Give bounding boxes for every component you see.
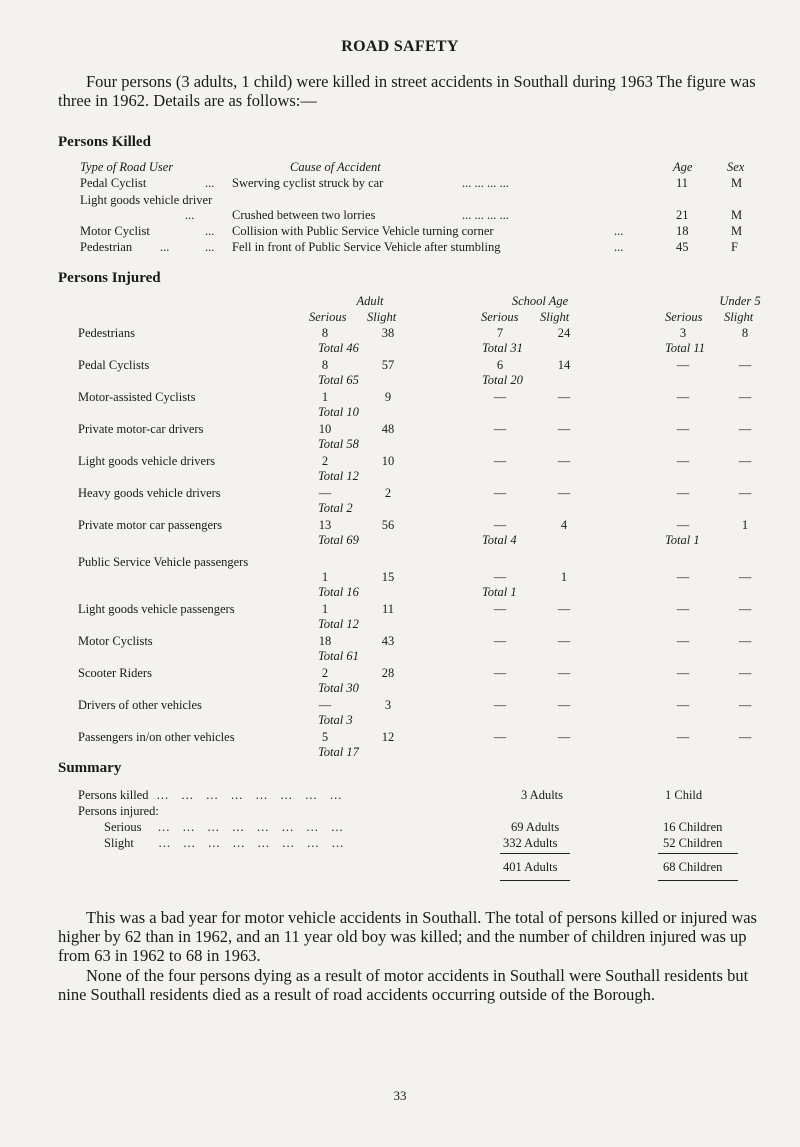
- injured-cell-s-sl: —: [557, 634, 571, 648]
- injured-cell-s-ser: 7: [496, 326, 504, 340]
- injured-total-a: Total 12: [318, 469, 359, 483]
- injured-total-u: Total 1: [665, 533, 700, 547]
- killed-row-type: Pedestrian: [80, 240, 133, 254]
- injured-total-a: Total 2: [318, 501, 353, 515]
- killed-row-dots: ...: [205, 176, 215, 190]
- injured-cell-a-sl: 28: [381, 666, 395, 680]
- header-school-slight: Slight: [540, 310, 570, 324]
- killed-row-dots: ...: [205, 224, 215, 238]
- injured-cell-s-ser: —: [493, 730, 507, 744]
- summary-killed-adults: 3 Adults: [521, 788, 564, 802]
- injured-cell-a-sl: 10: [381, 454, 395, 468]
- killed-row-dots: ...: [205, 240, 215, 254]
- injured-cell-u-sl: —: [738, 486, 752, 500]
- header-under-5: Under 5: [719, 294, 761, 308]
- killed-header-sex: Sex: [727, 160, 745, 174]
- injured-row-label: Public Service Vehicle passengers: [78, 555, 249, 569]
- summary-slight-adults: 332 Adults: [503, 836, 558, 850]
- header-adult: Adult: [356, 294, 384, 308]
- injured-cell-s-sl: —: [557, 486, 571, 500]
- injured-cell-u-ser: —: [676, 422, 690, 436]
- header-under5-slight: Slight: [724, 310, 754, 324]
- injured-total-u: Total 11: [665, 341, 705, 355]
- summary-rule-children-bottom: [658, 880, 738, 881]
- injured-cell-s-sl: —: [557, 422, 571, 436]
- injured-cell-a-ser: 2: [321, 454, 329, 468]
- intro-paragraph: Four persons (3 adults, 1 child) were killed in street accidents in Southall during 1963 The figure was three in 1962. Details are as follows:—: [58, 72, 756, 110]
- injured-cell-a-ser: 8: [321, 326, 329, 340]
- injured-total-a: Total 16: [318, 585, 359, 599]
- injured-cell-s-ser: —: [493, 518, 507, 532]
- killed-row-cause-dots: ...: [614, 240, 624, 254]
- injured-cell-a-sl: 11: [381, 602, 395, 616]
- injured-cell-a-ser: 1: [321, 390, 329, 404]
- injured-cell-s-ser: 6: [496, 358, 504, 372]
- injured-row-label: Light goods vehicle passengers: [78, 602, 235, 616]
- injured-cell-u-sl: 1: [741, 518, 749, 532]
- injured-total-a: Total 10: [318, 405, 359, 419]
- killed-header-type: Type of Road User: [80, 160, 174, 174]
- injured-cell-u-ser: —: [676, 358, 690, 372]
- killed-row-cause: Collision with Public Service Vehicle turning corner: [232, 224, 494, 238]
- summary-slight-label: Slight ... ... ... ... ... ... ... ...: [104, 836, 345, 850]
- header-school-serious: Serious: [481, 310, 519, 324]
- summary-serious-children: 16 Children: [663, 820, 723, 834]
- injured-cell-s-sl: —: [557, 666, 571, 680]
- summary-rule-adults-bottom: [500, 880, 570, 881]
- injured-row-label: Pedal Cyclists: [78, 358, 150, 372]
- injured-cell-s-sl: 14: [557, 358, 571, 372]
- injured-cell-a-sl: 38: [381, 326, 395, 340]
- closing-paragraph-2: None of the four persons dying as a result of motor accidents in Southall were Southall residents but nine Southall residents died as a result of road accidents occurring outside of the Borough.: [58, 966, 749, 1004]
- injured-total-a: Total 58: [318, 437, 359, 451]
- injured-total-s: Total 1: [482, 585, 517, 599]
- killed-header-age: Age: [673, 160, 693, 174]
- injured-row-label: Motor-assisted Cyclists: [78, 390, 196, 404]
- injured-cell-u-sl: —: [738, 666, 752, 680]
- injured-cell-s-ser: —: [493, 666, 507, 680]
- injured-row-label: Private motor-car drivers: [78, 422, 204, 436]
- injured-cell-u-sl: —: [738, 730, 752, 744]
- summary-killed-label: Persons killed ... ... ... ... ... ... ... ...: [78, 788, 343, 802]
- injured-cell-u-sl: —: [738, 634, 752, 648]
- injured-cell-a-sl: 48: [381, 422, 395, 436]
- injured-cell-u-sl: —: [738, 570, 752, 584]
- killed-row-cause-dots: ... ... ... ...: [462, 176, 509, 190]
- killed-row-dots: ...: [185, 208, 195, 222]
- killed-header-cause: Cause of Accident: [290, 160, 381, 174]
- summary-killed-children: 1 Child: [665, 788, 703, 802]
- injured-row-label: Motor Cyclists: [78, 634, 153, 648]
- summary-total-adults: 401 Adults: [503, 860, 558, 874]
- injured-cell-s-ser: —: [493, 634, 507, 648]
- injured-cell-u-sl: 8: [741, 326, 749, 340]
- injured-cell-s-ser: —: [493, 390, 507, 404]
- injured-cell-s-sl: —: [557, 454, 571, 468]
- summary-slight-children: 52 Children: [663, 836, 723, 850]
- injured-cell-a-ser: 1: [321, 570, 329, 584]
- injured-cell-s-sl: —: [557, 390, 571, 404]
- header-adult-serious: Serious: [309, 310, 347, 324]
- injured-cell-u-ser: —: [676, 454, 690, 468]
- killed-row-sex: M: [731, 208, 743, 222]
- injured-total-a: Total 12: [318, 617, 359, 631]
- injured-cell-a-sl: 3: [384, 698, 392, 712]
- injured-cell-a-sl: 12: [381, 730, 395, 744]
- injured-cell-u-ser: —: [676, 634, 690, 648]
- injured-cell-a-sl: 9: [384, 390, 392, 404]
- injured-cell-a-ser: 8: [321, 358, 329, 372]
- injured-cell-a-sl: 57: [381, 358, 395, 372]
- injured-total-s: Total 31: [482, 341, 523, 355]
- summary-rule-children-top: [658, 853, 738, 854]
- header-school-age: School Age: [511, 294, 569, 308]
- injured-cell-u-ser: —: [676, 486, 690, 500]
- summary-title: Summary: [58, 760, 122, 776]
- injured-total-s: Total 20: [482, 373, 523, 387]
- injured-cell-a-ser: —: [318, 698, 332, 712]
- injured-cell-u-sl: —: [738, 602, 752, 616]
- injured-section-title: Persons Injured: [58, 270, 161, 286]
- injured-cell-a-sl: 15: [381, 570, 395, 584]
- injured-cell-s-sl: 1: [560, 570, 568, 584]
- injured-total-a: Total 65: [318, 373, 359, 387]
- injured-row-label: Drivers of other vehicles: [78, 698, 202, 712]
- injured-total-s: Total 4: [482, 533, 517, 547]
- injured-cell-a-ser: —: [318, 486, 332, 500]
- injured-cell-u-ser: —: [676, 730, 690, 744]
- killed-section-title: Persons Killed: [58, 134, 151, 150]
- injured-cell-s-ser: —: [493, 602, 507, 616]
- summary-injured-label: Persons injured:: [78, 804, 159, 818]
- injured-cell-u-ser: —: [676, 602, 690, 616]
- injured-row-label: Light goods vehicle drivers: [78, 454, 216, 468]
- injured-cell-a-ser: 1: [321, 602, 329, 616]
- injured-total-a: Total 46: [318, 341, 359, 355]
- injured-total-a: Total 3: [318, 713, 353, 727]
- injured-row-label: Scooter Riders: [78, 666, 152, 680]
- closing-paragraph-1: This was a bad year for motor vehicle accidents in Southall. The total of persons killed or injured was higher by 62 than in 1962, and an 11 year old boy was killed; and the number of children injured was up from 63 in 1962 to 68 in 1963.: [58, 908, 757, 965]
- killed-row-dots: ...: [160, 240, 170, 254]
- injured-cell-s-ser: —: [493, 570, 507, 584]
- killed-row-cause: Fell in front of Public Service Vehicle after stumbling: [232, 240, 501, 254]
- summary-rule-adults-top: [500, 853, 570, 854]
- injured-cell-a-sl: 56: [381, 518, 395, 532]
- killed-row-age: 45: [676, 240, 689, 254]
- killed-row-age: 18: [676, 224, 689, 238]
- injured-cell-a-ser: 13: [318, 518, 332, 532]
- summary-total-children: 68 Children: [663, 860, 723, 874]
- injured-cell-a-ser: 2: [321, 666, 329, 680]
- injured-cell-u-ser: —: [676, 666, 690, 680]
- injured-cell-s-sl: —: [557, 730, 571, 744]
- injured-cell-u-ser: 3: [679, 326, 687, 340]
- injured-cell-s-sl: 4: [560, 518, 568, 532]
- injured-cell-u-ser: —: [676, 390, 690, 404]
- injured-cell-s-sl: —: [557, 602, 571, 616]
- injured-total-a: Total 30: [318, 681, 359, 695]
- injured-cell-u-sl: —: [738, 422, 752, 436]
- injured-row-label: Pedestrians: [78, 326, 135, 340]
- killed-row-cause: Crushed between two lorries: [232, 208, 376, 222]
- injured-cell-u-sl: —: [738, 390, 752, 404]
- injured-total-a: Total 69: [318, 533, 359, 547]
- summary-serious-adults: 69 Adults: [511, 820, 560, 834]
- injured-cell-s-ser: —: [493, 454, 507, 468]
- injured-cell-s-ser: —: [493, 422, 507, 436]
- summary-serious-label: Serious ... ... ... ... ... ... ... ...: [104, 820, 344, 834]
- killed-row-age: 21: [676, 208, 689, 222]
- killed-row-type: Light goods vehicle driver: [80, 193, 213, 207]
- injured-cell-s-sl: —: [557, 698, 571, 712]
- killed-row-sex: M: [731, 176, 743, 190]
- header-adult-slight: Slight: [367, 310, 397, 324]
- injured-cell-u-ser: —: [676, 518, 690, 532]
- killed-row-cause-dots: ...: [614, 224, 624, 238]
- killed-row-type: Pedal Cyclist: [80, 176, 147, 190]
- injured-cell-s-sl: 24: [557, 326, 571, 340]
- injured-cell-u-sl: —: [738, 698, 752, 712]
- page-number: 33: [393, 1088, 407, 1103]
- header-under5-serious: Serious: [665, 310, 703, 324]
- injured-cell-a-sl: 2: [384, 486, 392, 500]
- injured-cell-u-ser: —: [676, 698, 690, 712]
- injured-cell-u-ser: —: [676, 570, 690, 584]
- injured-total-a: Total 17: [318, 745, 359, 759]
- injured-cell-s-ser: —: [493, 698, 507, 712]
- injured-cell-u-sl: —: [738, 454, 752, 468]
- killed-row-type: Motor Cyclist: [80, 224, 150, 238]
- injured-cell-a-ser: 5: [321, 730, 329, 744]
- injured-cell-a-sl: 43: [381, 634, 395, 648]
- injured-row-label: Heavy goods vehicle drivers: [78, 486, 221, 500]
- injured-cell-s-ser: —: [493, 486, 507, 500]
- killed-row-age: 11: [676, 176, 689, 190]
- injured-cell-a-ser: 18: [318, 634, 332, 648]
- killed-row-cause: Swerving cyclist struck by car: [232, 176, 384, 190]
- injured-row-label: Private motor car passengers: [78, 518, 223, 532]
- injured-cell-u-sl: —: [738, 358, 752, 372]
- injured-row-label: Passengers in/on other vehicles: [78, 730, 235, 744]
- killed-row-sex: F: [731, 240, 738, 254]
- injured-total-a: Total 61: [318, 649, 359, 663]
- killed-row-cause-dots: ... ... ... ...: [462, 208, 509, 222]
- page-heading: ROAD SAFETY: [341, 38, 459, 55]
- killed-row-sex: M: [731, 224, 743, 238]
- injured-cell-a-ser: 10: [318, 422, 332, 436]
